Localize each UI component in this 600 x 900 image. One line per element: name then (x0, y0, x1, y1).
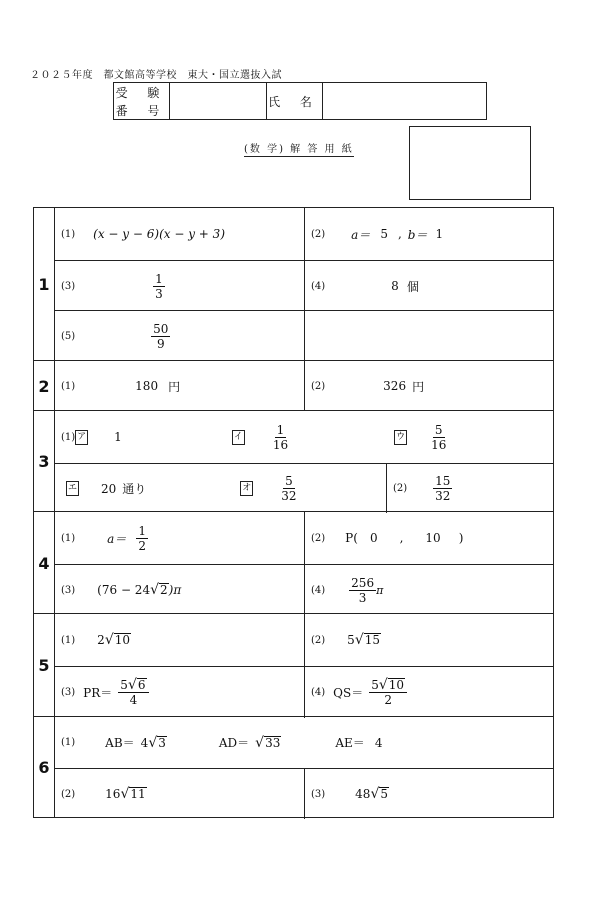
answer-grid (33, 207, 554, 818)
section-6 (34, 716, 553, 818)
exam-number-field[interactable] (169, 83, 267, 119)
answer-1-2: (2) a＝ 5 , b＝ 1 (311, 227, 444, 242)
answer-row (54, 512, 553, 564)
answer-row (54, 463, 553, 513)
answer-3-1b: エ 20 通り オ $\frac{5}{32}$ (67, 474, 297, 503)
answer-1-4: (4) 8 個 (311, 279, 419, 294)
exam-number-label: 受 験 番 号 (114, 83, 170, 119)
fraction: 5 √ 10 2 (369, 678, 407, 707)
section-number: 3 (34, 411, 55, 512)
answer-3-1: (1) ア 1 イ $\frac{1}{16}$ ウ $\frac{5}{16}$ (61, 422, 447, 452)
name-field[interactable] (322, 83, 486, 119)
section-number: 4 (34, 512, 55, 614)
section-number: 5 (34, 614, 55, 717)
answer-5-2: (2) 5 √ 15 (311, 632, 381, 648)
score-box[interactable] (409, 126, 531, 200)
sqrt: √ 2 (150, 582, 168, 598)
answer-row (54, 614, 553, 666)
answer-4-1: (1) a＝ $\frac{1}{2}$ (61, 523, 146, 553)
kana-box-a: ア (75, 430, 88, 445)
name-label: 氏 名 (266, 83, 323, 119)
section-5 (34, 613, 553, 717)
answer-row (54, 564, 553, 615)
answer-2-1: (1) 180 円 (61, 379, 181, 394)
kana-box-e: エ (66, 481, 79, 496)
divider (304, 311, 305, 361)
answer-1-3: (3) $\frac{1}{3}$ (61, 271, 163, 301)
answer-4-2: (2) P( 0 , 10 ) (311, 531, 464, 545)
answer-5-1: (1) 2 √ 10 (61, 632, 131, 648)
sqrt: √ 15 (354, 632, 381, 648)
answer-row (54, 411, 553, 463)
sqrt: √ 10 (378, 677, 405, 693)
answer-row (54, 768, 553, 819)
fraction: $\frac{15}{32}$ (435, 474, 451, 503)
sheet-title: (数 学) 解 答 用 紙 (244, 140, 354, 157)
answer-4-3: (3) (76 − 24 √ 2 )π (61, 582, 182, 598)
section-number: 2 (34, 361, 55, 411)
sqrt: √ 5 (370, 786, 389, 802)
id-box (113, 82, 487, 120)
section-number: 6 (34, 717, 55, 818)
section-number: 1 (34, 208, 55, 360)
sqrt: √ 10 (104, 632, 131, 648)
answer-5-3: (3) PR＝ 5 √ 6 4 (54, 667, 304, 718)
fraction: $\frac{5}{16}$ (431, 422, 447, 452)
fraction: 5 √ 6 4 (118, 678, 148, 707)
answer-6-1: (1) AB＝ 4 √ 3 AD＝ √ 33 AE＝ 4 (61, 734, 383, 751)
answer-row (54, 717, 553, 768)
fraction: $\frac{5}{32}$ (281, 474, 297, 503)
kana-box-u: ウ (394, 430, 407, 445)
answer-row (54, 310, 553, 361)
fraction: $\frac{50}{9}$ (153, 321, 169, 351)
answer-6-3: (3) 48 √ 5 (311, 786, 389, 802)
answer-4-4: (4) $\frac{256}{3}$ π (311, 575, 384, 605)
kana-box-o: オ (240, 481, 253, 496)
sqrt: √ 11 (120, 786, 146, 802)
answer-row (54, 666, 553, 718)
sqrt: √ 6 (127, 677, 146, 693)
answer-1-1: (1) (x − y − 6)(x − y + 3) (61, 227, 225, 241)
answer-1-5: (5) $\frac{50}{9}$ (61, 321, 169, 351)
fraction: $\frac{1}{2}$ (138, 523, 146, 553)
fraction: $\frac{1}{3}$ (155, 271, 163, 301)
answer-5-4: (4) QS＝ 5 √ 10 2 (304, 667, 553, 718)
answer-2-2: (2) 326 円 (311, 379, 425, 394)
exam-header: ２０２５年度 都文館高等学校 東大・国立選抜入試 (30, 70, 282, 81)
answer-row (54, 208, 553, 260)
sqrt: √ 3 (148, 734, 166, 751)
fraction: $\frac{1}{16}$ (272, 422, 289, 452)
section-4 (34, 511, 553, 614)
answer-3-2: (2) $\frac{15}{32}$ (393, 474, 451, 503)
fraction: $\frac{256}{3}$ (351, 575, 375, 605)
answer-row (54, 361, 553, 411)
answer-6-2: (2) 16 √ 11 (61, 786, 146, 802)
sqrt: √ 33 (255, 734, 281, 751)
section-2 (34, 360, 553, 411)
section-1 (34, 208, 553, 360)
section-3 (34, 410, 553, 512)
kana-box-i: イ (232, 430, 245, 445)
answer-row (54, 260, 553, 311)
